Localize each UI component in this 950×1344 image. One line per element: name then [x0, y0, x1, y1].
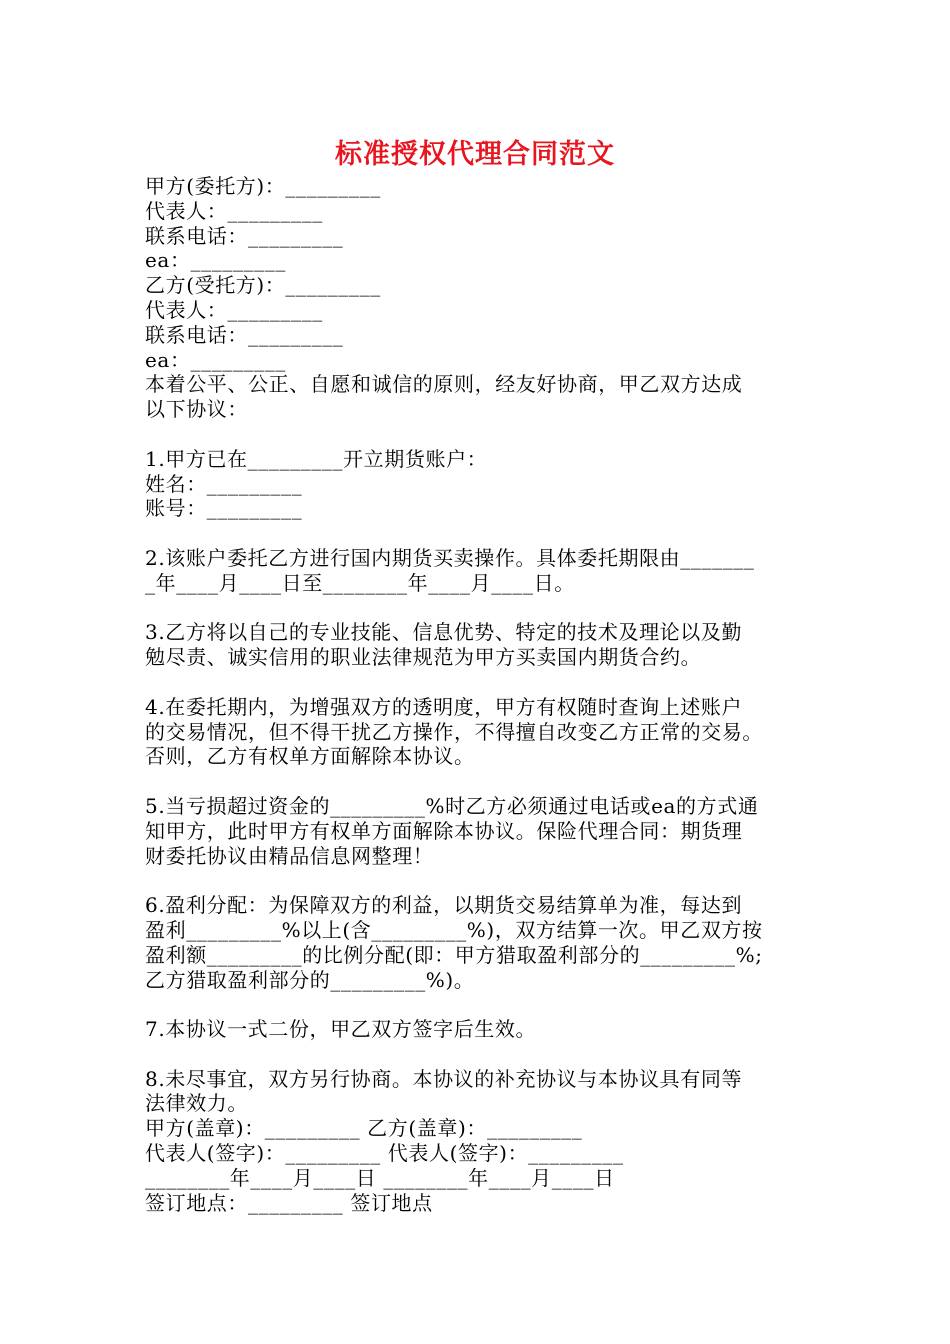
text-line: 8.未尽事宜，双方另行协商。本协议的补充协议与本协议具有同等	[145, 1066, 743, 1091]
text-line: 7.本协议一式二份，甲乙双方签字后生效。	[145, 1017, 537, 1042]
text-line: 姓名：_________	[145, 471, 303, 496]
text-line: 法律效力。	[145, 1091, 248, 1116]
blank-line	[145, 521, 825, 546]
blank-line	[145, 596, 825, 621]
text-line: 以下协议：	[145, 397, 248, 422]
text-line: 甲方(盖章)：_________ 乙方(盖章)：_________	[145, 1116, 583, 1141]
text-line: 3.乙方将以自己的专业技能、信息优势、特定的技术及理论以及勤	[145, 620, 743, 645]
text-line: 乙方猎取盈利部分的_________%)。	[145, 967, 475, 992]
blank-line	[145, 992, 825, 1017]
text-line: ________年____月____日 ________年____月____日	[145, 1165, 615, 1190]
text-line: 4.在委托期内，为增强双方的透明度，甲方有权随时查询上述账户	[145, 694, 743, 719]
blank-line	[145, 1042, 825, 1067]
text-line: 否则，乙方有权单方面解除本协议。	[145, 744, 475, 769]
text-line: 1.甲方已在_________开立期货账户：	[145, 446, 488, 471]
text-line: ea：_________	[145, 347, 286, 372]
text-line: 乙方(受托方)：_________	[145, 273, 381, 298]
blank-line	[145, 868, 825, 893]
text-line: 盈利_________%以上(含_________%)，双方结算一次。甲乙双方按	[145, 917, 763, 942]
text-line: 2.该账户委托乙方进行国内期货买卖操作。具体委托期限由_______	[145, 545, 755, 570]
text-line: 本着公平、公正、自愿和诚信的原则，经友好协商，甲乙双方达成	[145, 372, 743, 397]
text-line: 联系电话：_________	[145, 223, 344, 248]
text-line: _年____月____日至________年____月____日。	[145, 570, 575, 595]
blank-line	[145, 670, 825, 695]
text-line: 代表人：_________	[145, 198, 323, 223]
text-line: 甲方(委托方)：_________	[145, 174, 381, 198]
blank-line	[145, 769, 825, 794]
text-line: 知甲方，此时甲方有权单方面解除本协议。保险代理合同：期货理	[145, 818, 743, 843]
text-line: 盈利额_________的比例分配(即：甲方猎取盈利部分的_________%;	[145, 942, 763, 967]
document-body	[145, 174, 825, 1215]
text-line: 的交易情况，但不得干扰乙方操作，不得擅自改变乙方正常的交易。	[145, 719, 763, 744]
text-line: 6.盈利分配：为保障双方的利益，以期货交易结算单为准，每达到	[145, 893, 743, 918]
text-line: 账号：_________	[145, 496, 303, 521]
text-line: 签订地点：_________ 签订地点	[145, 1190, 433, 1215]
blank-line	[145, 422, 825, 447]
text-line: ea：_________	[145, 248, 286, 273]
text-line: 代表人(签字)：_________ 代表人(签字)：_________	[145, 1141, 624, 1166]
text-line: 代表人：_________	[145, 297, 323, 322]
text-line: 勉尽责、诚实信用的职业法律规范为甲方买卖国内期货合约。	[145, 645, 702, 670]
text-line: 5.当亏损超过资金的_________%时乙方必须通过电话或ea的方式通	[145, 793, 759, 818]
document-title: 标准授权代理合同范文	[335, 139, 615, 170]
text-line: 财委托协议由精品信息网整理！	[145, 843, 434, 868]
text-line: 联系电话：_________	[145, 322, 344, 347]
